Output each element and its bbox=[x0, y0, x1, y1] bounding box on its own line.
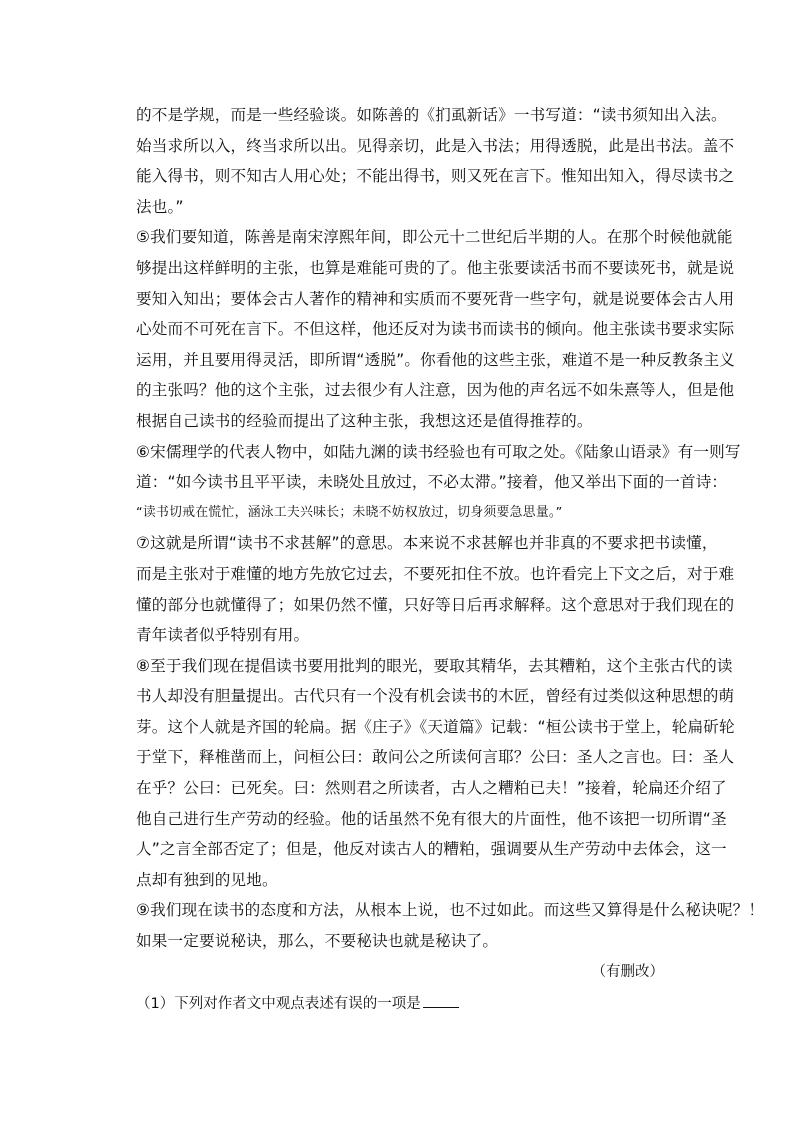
text-line: 法也。” bbox=[136, 197, 184, 216]
question-1-text: （1）下列对作者文中观点表述有误的一项是 bbox=[136, 996, 421, 1013]
text-line: 的不是学规，而是一些经验谈。如陈善的《扪虱新话》一书写道：“读书须知出入法。 bbox=[136, 106, 727, 124]
paragraph-9 bbox=[136, 895, 765, 956]
text-line: 如果一定要说秘诀，那么，不要秘诀也就是秘诀了。 bbox=[136, 932, 499, 951]
text-line: ⑨我们现在读书的态度和方法，从根本上说，也不过如此。而这些又算得是什么秘诀呢？！ bbox=[136, 901, 765, 920]
text-line: 芽。这个人就是齐国的轮扁。据《庄子》《天道篇》记载：“桓公读书于堂上，轮扁斫轮 bbox=[136, 717, 735, 736]
text-line: 于堂下，释椎凿而上，问桓公曰：敢问公之所读何言耶？公曰：圣人之言也。曰：圣人 bbox=[136, 748, 735, 767]
text-line: 要知入知出；要体会古人著作的精神和实质而不要死背一些字句，就是说要体会古人用 bbox=[136, 289, 735, 308]
text-line: 运用，并且要用得灵活，即所谓“透脱”。你看他的这些主张，难道不是一种反教条主义 bbox=[136, 350, 735, 369]
poem-line: “读书切戒在慌忙，涵泳工夫兴味长；未晓不妨权放过，切身须要急思量。” bbox=[136, 504, 563, 520]
answer-blank[interactable] bbox=[423, 993, 459, 1008]
poem-quote bbox=[136, 498, 674, 529]
text-line: 能入得书，则不知古人用心处；不能出得书，则又死在言下。惟知出知入，得尽读书之 bbox=[136, 167, 735, 186]
text-line: 书人却没有胆量提出。古代只有一个没有机会读书的木匠，曾经有过类似这种思想的萌 bbox=[136, 687, 735, 706]
paragraph-7 bbox=[136, 528, 735, 650]
text-line: 道：“如今读书且平平读，未晓处且放过，不必太滞。”接着，他又举出下面的一首诗： bbox=[136, 473, 728, 492]
text-line: 在乎？公曰：已死矣。曰：然则君之所读者，古人之糟粕已夫！”接着，轮扁还介绍了 bbox=[136, 779, 727, 798]
text-line: ⑧至于我们现在提倡读书要用批判的眼光，要取其精华，去其糟粕，这个主张古代的读 bbox=[136, 656, 733, 675]
text-line: 够提出这样鲜明的主张，也算是难能可贵的了。他主张要读活书而不要读死书，就是说 bbox=[136, 258, 735, 277]
text-line: 根据自己读书的经验而提出了这种主张，我想这还是值得推荐的。 bbox=[136, 411, 593, 430]
text-line: 懂的部分也就懂得了；如果仍然不懂，只好等日后再求解释。这个意思对于我们现在的 bbox=[136, 595, 735, 614]
text-line: 始当求所以入，终当求所以出。见得亲切，此是入书法；用得透脱，此是出书法。盖不 bbox=[136, 136, 735, 155]
text-line: 人”之言全部否定了；但是，他反对读古人的糟粕，强调要从生产劳动中去体会，这一 bbox=[136, 840, 727, 859]
text-line: 的主张吗？他的这个主张，过去很少有人注意，因为他的声名远不如朱熹等人，但是他 bbox=[136, 381, 735, 400]
source-note: （有删改） bbox=[591, 963, 664, 980]
text-line: 而是主张对于难懂的地方先放它过去，不要死扣住不放。也许看完上下文之后，对于难 bbox=[136, 564, 735, 583]
paragraph-4-continued bbox=[136, 100, 735, 222]
paragraph-5 bbox=[136, 222, 735, 436]
text-line: ⑥宋儒理学的代表人物中，如陆九渊的读书经验也有可取之处。《陆象山语录》有一则写 bbox=[136, 442, 741, 461]
paragraph-8 bbox=[136, 651, 735, 896]
text-line: ⑤我们要知道，陈善是南宋淳熙年间，即公元十二世纪后半期的人。在那个时候他就能 bbox=[136, 228, 733, 247]
text-line: 点却有独到的见地。 bbox=[136, 870, 278, 889]
paragraph-6 bbox=[136, 437, 741, 498]
text-line: 他自己进行生产劳动的经验。他的话虽然不免有很大的片面性，他不该把一切所谓“圣 bbox=[136, 809, 727, 828]
text-line: 心处而不可死在言下。不但这样，他还反对为读书而读书的倾向。他主张读书要求实际 bbox=[136, 320, 735, 339]
text-line: ⑦这就是所谓“读书不求甚解”的意思。本来说不求甚解也并非真的不要求把书读懂， bbox=[136, 534, 718, 553]
text-line: 青年读者似乎特别有用。 bbox=[136, 626, 310, 645]
question-1 bbox=[136, 989, 674, 1019]
